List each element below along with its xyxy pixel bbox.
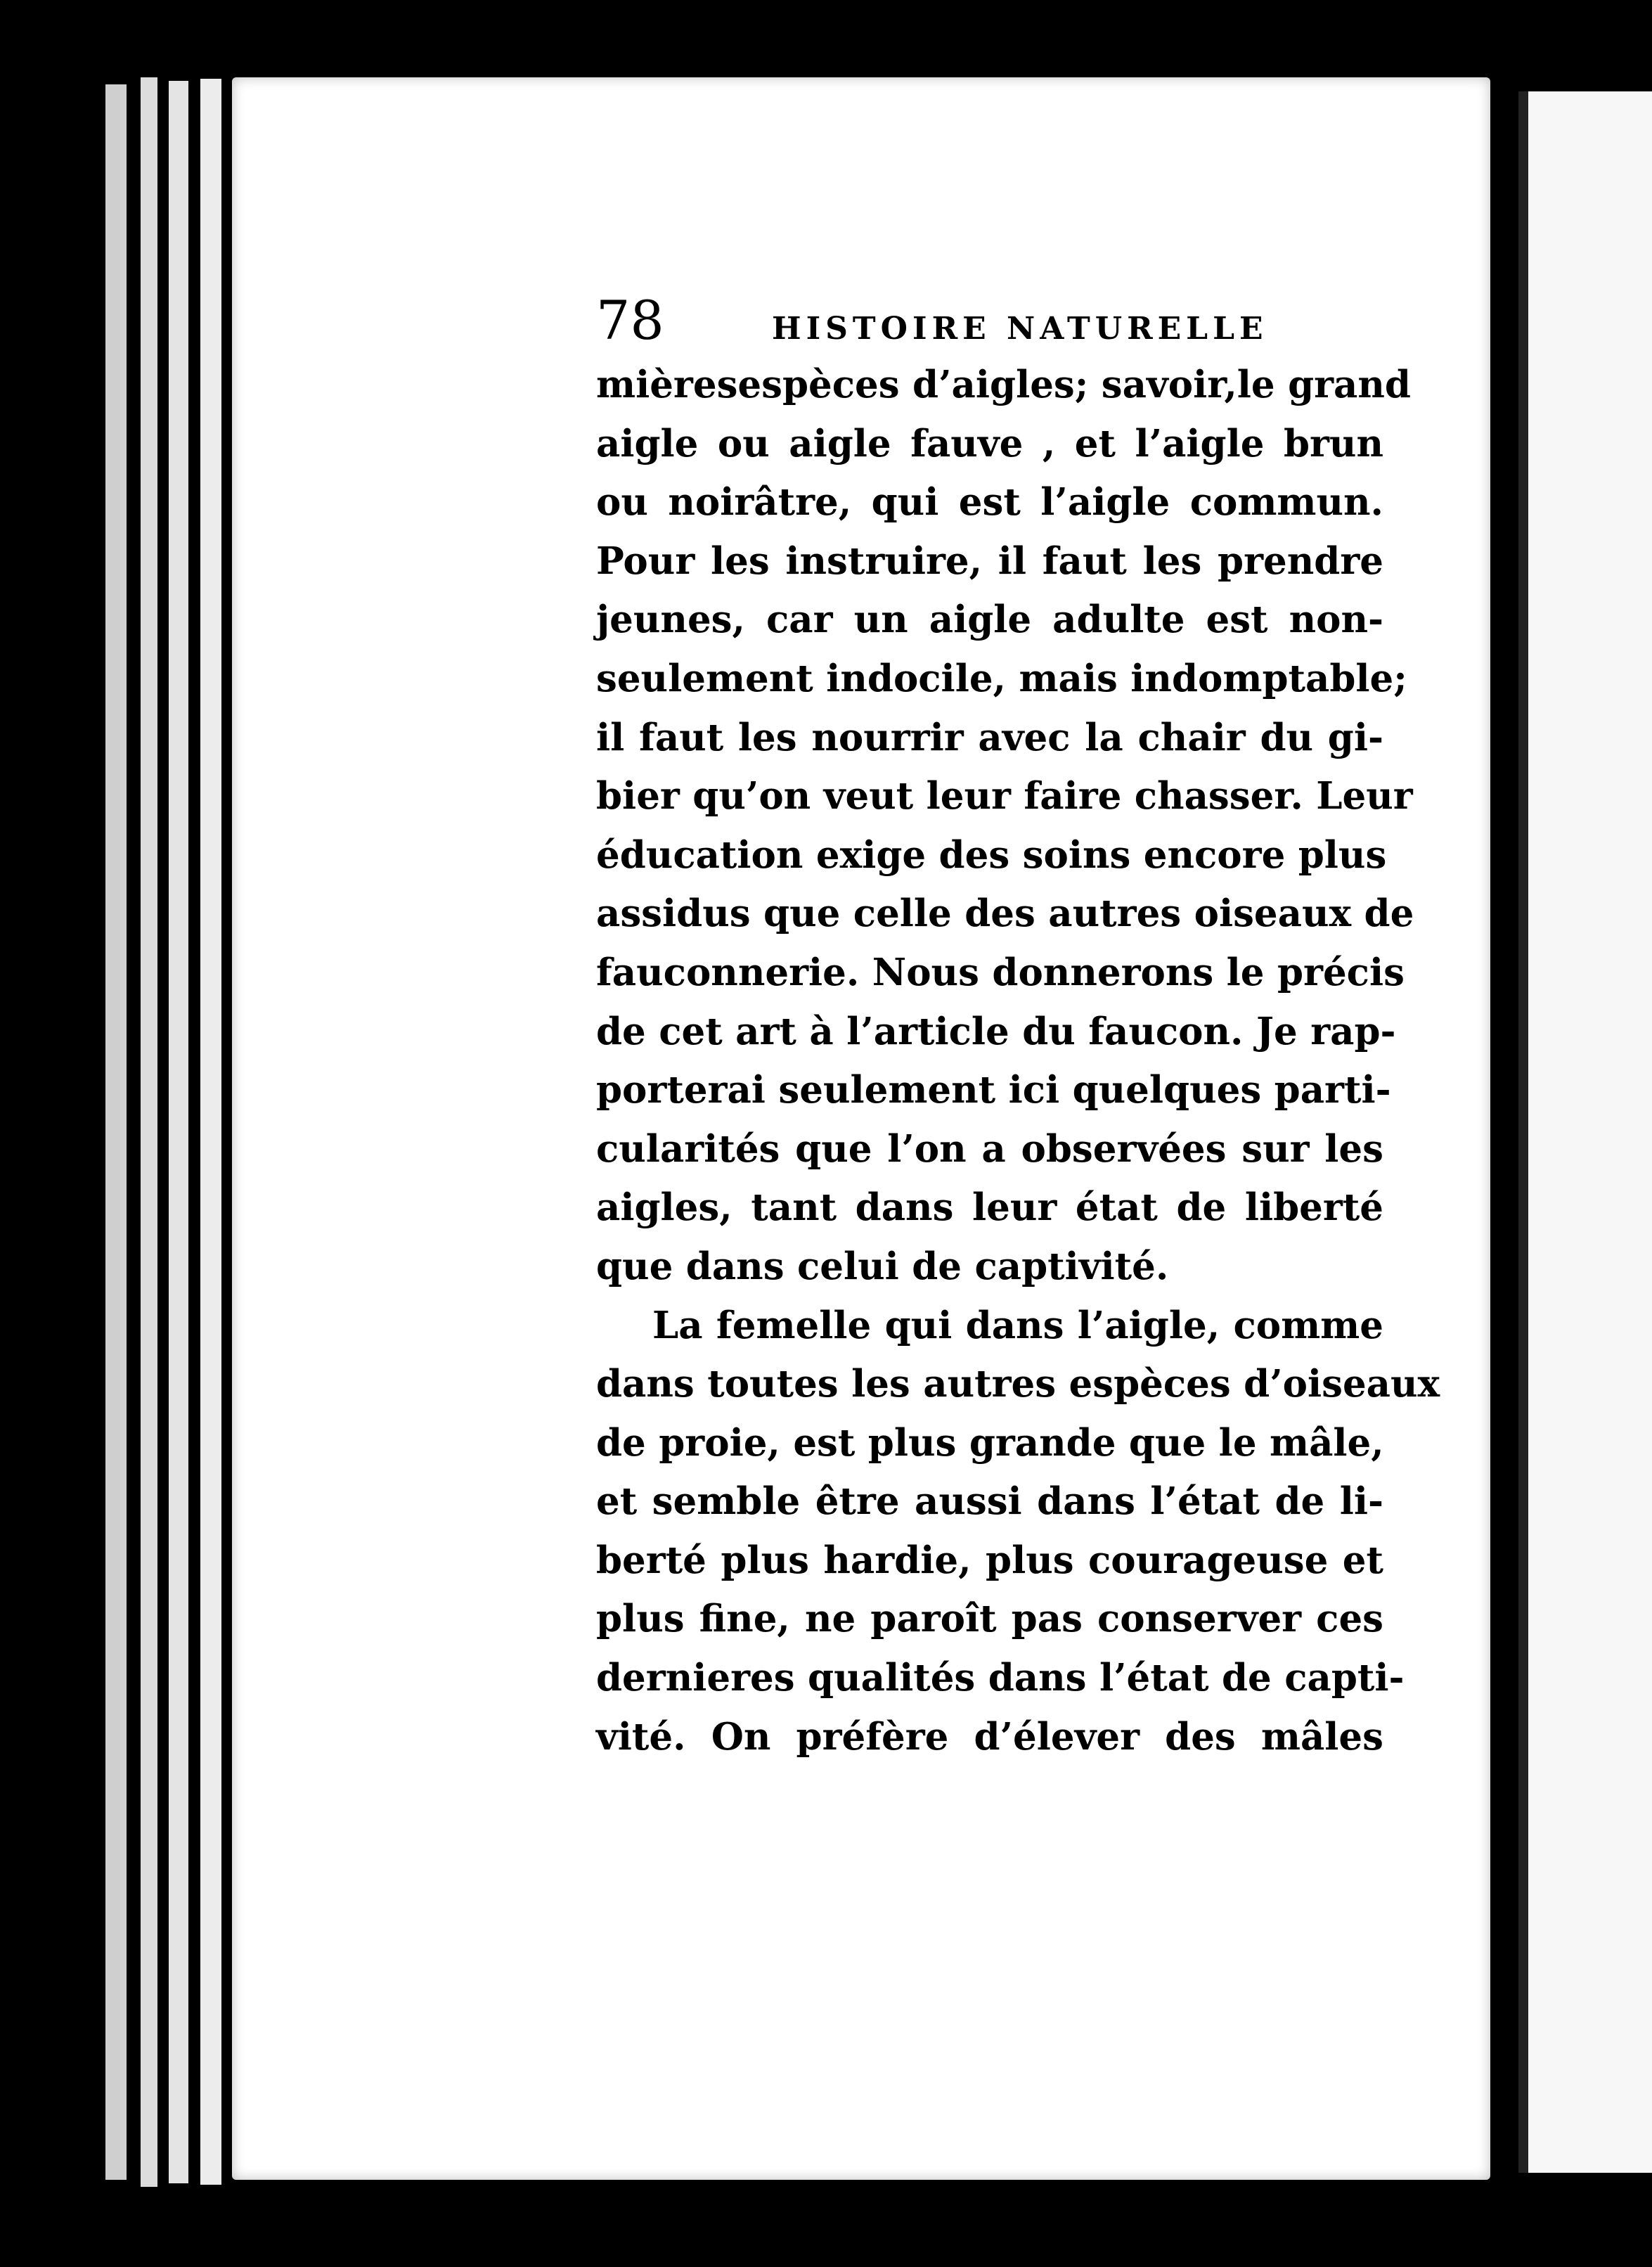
facing-page-edge <box>1518 91 1652 2173</box>
page-number: 78 <box>596 289 664 352</box>
text-line: plus fine, ne paroît pas conserver ces <box>596 1597 1383 1641</box>
text-line: de proie, est plus grande que le mâle, <box>596 1420 1384 1465</box>
text-line: La femelle qui dans l’aigle, comme <box>652 1303 1383 1347</box>
paragraph <box>596 1297 1440 1767</box>
text-line: aigles, tant dans leur état de liberté <box>596 1186 1383 1230</box>
text-line: seulement indocile, mais indomptable; <box>596 656 1407 700</box>
text-line: mièresespèces d’aigles; savoir,le grand <box>596 363 1411 406</box>
text-line: jeunes, car un aigle adulte est non- <box>596 598 1383 642</box>
page-edge <box>105 84 127 2180</box>
text-line: dans toutes les autres espèces d’oiseaux <box>596 1362 1440 1406</box>
text-line: que dans celui de captivité. <box>596 1244 1169 1288</box>
text-line: aigle ou aigle fauve , et l’aigle brun <box>596 421 1383 465</box>
text-line: vité. On préfère d’élever des mâles <box>596 1714 1383 1759</box>
page-edge <box>141 77 157 2187</box>
running-head: HISTOIRE NATURELLE <box>772 311 1268 347</box>
text-line: et semble être aussi dans l’état de li- <box>596 1479 1383 1524</box>
text-line: bier qu’on veut leur faire chasser. Leur <box>596 774 1413 818</box>
text-line: porterai seulement ici quelques parti- <box>596 1068 1391 1112</box>
text-line: Pour les instruire, il faut les prendre <box>596 539 1383 583</box>
text-line: fauconnerie. Nous donnerons le précis <box>596 950 1405 994</box>
text-line: assidus que celle des autres oiseaux de <box>596 892 1414 936</box>
text-line: berté plus hardie, plus courageuse et <box>596 1538 1383 1582</box>
text-line: ou noirâtre, qui est l’aigle commun. <box>596 480 1383 525</box>
text-line: de cet art à l’article du faucon. Je rap- <box>596 1009 1396 1053</box>
body-text <box>596 356 1440 1766</box>
page-edge <box>169 81 188 2183</box>
paragraph <box>596 356 1414 1297</box>
text-line: cularités que l’on a observées sur les <box>596 1126 1383 1171</box>
text-line: éducation exige des soins encore plus <box>596 833 1387 877</box>
page-edge <box>200 79 221 2185</box>
text-line: dernieres qualités dans l’état de capti- <box>596 1656 1405 1700</box>
text-line: il faut les nourrir avec la chair du gi- <box>596 715 1383 759</box>
